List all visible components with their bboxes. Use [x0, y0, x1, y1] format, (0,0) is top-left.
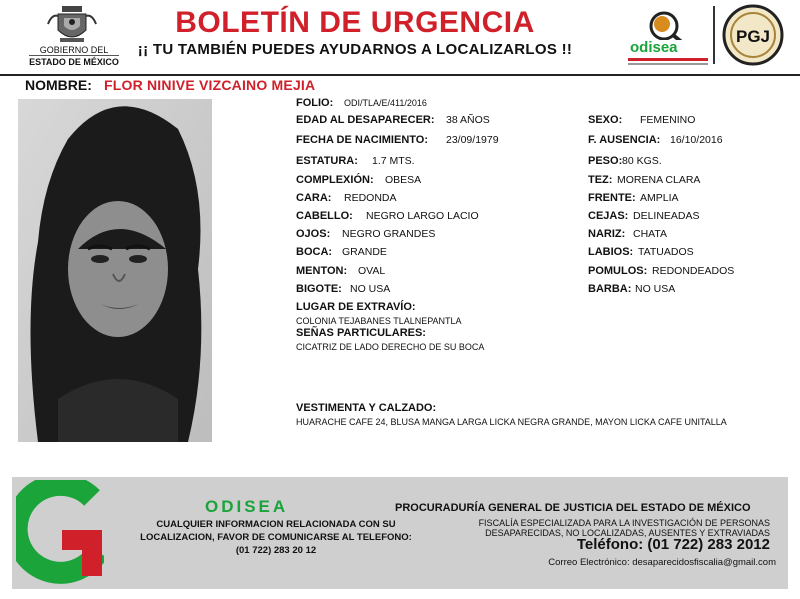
- sex-label: SEXO:: [588, 114, 623, 126]
- age-value: 38 AÑOS: [446, 114, 490, 126]
- distinguishing-marks-value: CICATRIZ DE LADO DERECHO DE SU BOCA: [296, 342, 485, 352]
- sex-value: FEMENINO: [640, 114, 696, 126]
- distinguishing-marks-label: SEÑAS PARTICULARES:: [296, 327, 426, 339]
- clothing-value: HUARACHE CAFE 24, BLUSA MANGA LARGA LICKA NEGRA GRANDE, MAYON LICKA CAFE UNITALLA: [296, 417, 727, 427]
- absence-date-label: F. AUSENCIA:: [588, 134, 661, 146]
- logo-divider: [713, 6, 715, 64]
- government-label: [22, 45, 126, 67]
- state-coat-of-arms-logo: [40, 4, 104, 46]
- institution-name: PROCURADURÍA GENERAL DE JUSTICIA DEL ESTADO DE MÉXICO: [395, 502, 751, 514]
- lost-location-label: LUGAR DE EXTRAVÍO:: [296, 301, 416, 313]
- face-value: REDONDA: [344, 192, 397, 204]
- hair-label: CABELLO:: [296, 210, 353, 222]
- chin-label: MENTON:: [296, 265, 348, 277]
- build-value: OBESA: [385, 174, 422, 186]
- eyebrows-value: DELINEADAS: [633, 210, 700, 222]
- lips-value: TATUADOS: [638, 246, 694, 258]
- odisea-footer-title: ODISEA: [205, 497, 289, 516]
- eyes-label: OJOS:: [296, 228, 331, 240]
- lips-label: LABIOS:: [588, 246, 634, 258]
- eyebrows-label: CEJAS:: [588, 210, 629, 222]
- pgj-seal-logo: [722, 4, 784, 66]
- age-label: EDAD AL DESAPARECER:: [296, 114, 435, 126]
- forehead-label: FRENTE:: [588, 192, 636, 204]
- complexion-label: TEZ:: [588, 174, 613, 186]
- height-label: ESTATURA:: [296, 155, 358, 167]
- chin-value: OVAL: [358, 265, 386, 277]
- nose-label: NARIZ:: [588, 228, 626, 240]
- folio-label: FOLIO:: [296, 97, 334, 109]
- contact-instructions: CUALQUIER INFORMACION RELACIONADA CON SU LOCALIZACION, FAVOR DE COMUNICARSE AL TELEFONO: (01 722) 283 20 12: [140, 519, 412, 556]
- eyes-value: NEGRO GRANDES: [342, 228, 436, 240]
- hair-value: NEGRO LARGO LACIO: [366, 210, 479, 222]
- odisea-g-logo: [16, 480, 104, 586]
- beard-value: NO USA: [635, 283, 676, 295]
- height-value: 1.7 MTS.: [372, 155, 415, 167]
- build-label: COMPLEXIÓN:: [296, 174, 374, 186]
- fiscalia-description: [470, 518, 770, 538]
- weight-value: 80 KGS.: [622, 155, 662, 167]
- odisea-logo: [626, 6, 710, 68]
- odisea-logo-text: odisea: [630, 39, 678, 56]
- forehead-value: AMPLIA: [640, 192, 679, 204]
- absence-date-value: 16/10/2016: [670, 134, 723, 146]
- missing-person-photo: [18, 99, 212, 442]
- gov-line2: ESTADO DE MÉXICO: [29, 57, 119, 67]
- name-label: NOMBRE:: [25, 77, 92, 93]
- lost-location-value: COLONIA TEJABANES TLALNEPANTLA: [296, 316, 462, 326]
- clothing-label: VESTIMENTA Y CALZADO:: [296, 402, 437, 414]
- fiscalia-line2: DESAPARECIDAS, NO LOCALIZADAS, AUSENTES Y EXTRAVIADAS: [485, 528, 770, 538]
- gov-line1: GOBIERNO DEL: [39, 45, 109, 55]
- face-label: CARA:: [296, 192, 332, 204]
- missing-person-name: FLOR NINIVE VIZCAINO MEJIA: [104, 77, 316, 93]
- mustache-label: BIGOTE:: [296, 283, 342, 295]
- complexion-value: MORENA CLARA: [617, 174, 701, 186]
- birthdate-label: FECHA DE NACIMIENTO:: [296, 134, 428, 146]
- folio-value: ODI/TLA/E/411/2016: [344, 98, 427, 108]
- beard-label: BARBA:: [588, 283, 632, 295]
- weight-label: PESO:: [588, 155, 623, 167]
- cheekbones-value: REDONDEADOS: [652, 265, 735, 277]
- birthdate-value: 23/09/1979: [446, 134, 499, 146]
- bulletin-title: BOLETÍN DE URGENCIA: [175, 6, 535, 39]
- mustache-value: NO USA: [350, 283, 391, 295]
- fiscalia-line1: FISCALÍA ESPECIALIZADA PARA LA INVESTIGACIÓN DE PERSONAS: [478, 518, 770, 528]
- nose-value: CHATA: [633, 228, 668, 240]
- cheekbones-label: POMULOS:: [588, 265, 648, 277]
- bulletin-subtitle: ¡¡ TU TAMBIÉN PUEDES AYUDARNOS A LOCALIZARLOS !!: [137, 41, 573, 58]
- contact-phone: Teléfono: (01 722) 283 2012: [576, 536, 770, 553]
- contact-email: Correo Electrónico: desaparecidosfiscalia@gmail.com: [548, 557, 776, 568]
- mouth-label: BOCA:: [296, 246, 333, 258]
- pgj-seal-text: PGJ: [735, 27, 771, 46]
- mouth-value: GRANDE: [342, 246, 387, 258]
